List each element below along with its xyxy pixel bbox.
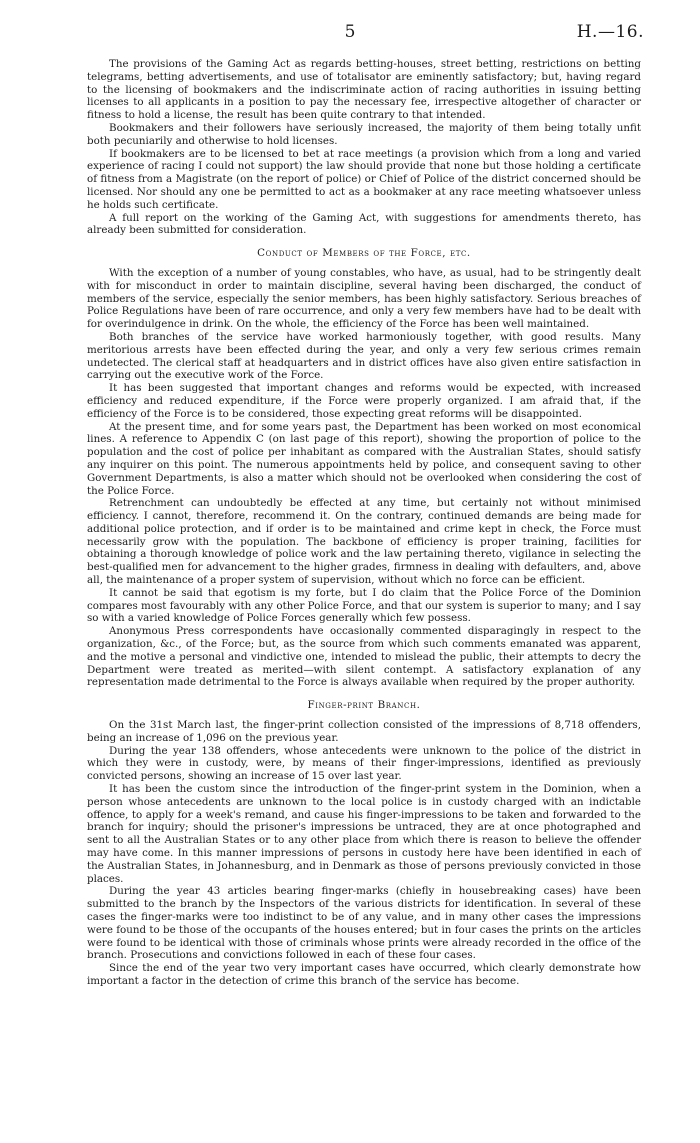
paragraph: On the 31st March last, the finger-print collection consisted of the impressions of 8,718 offenders, being an increase of 1,096 on the previous year. <box>87 719 641 744</box>
paragraph: A full report on the working of the Gaming Act, with suggestions for amendments thereto, has already been submitted for consideration. <box>87 211 641 237</box>
section-heading-conduct: Conduct of Members of the Force, etc. <box>257 247 471 260</box>
paragraph: During the year 138 offenders, whose antecedents were unknown to the police of the district in which they were in custody, were, by means of their finger-impressions, identified as previously convicted persons, showing an increase of 15 over last year. <box>87 744 641 783</box>
paragraph: Both branches of the service have worked harmoniously together, with good results. Many meritorious arrests have been effected during the year, and only a very few serious crimes remain undetected. The clerical staff at headquarters and in district offices have also given entire satisfaction in carrying out the executive work of the Force. <box>87 330 641 382</box>
paragraph: With the exception of a number of young constables, who have, as usual, had to be stringently dealt with for misconduct in order to maintain discipline, several having been discharged, the conduct of members of the service, especially the senior members, has been highly satisfactory. Serious breaches of Police Regulations have been of rare occurrence, and only a very few members have had to be dealt with for overindulgence in drink. On the whole, the efficiency of the Force has been well maintained. <box>87 266 641 331</box>
page-number: 5 <box>344 22 356 42</box>
paragraph: The provisions of the Gaming Act as regards betting-houses, street betting, restrictions on betting telegrams, betting advertisements, and use of totalisator are eminently satisfactory; but, having regard to the licensing of bookmakers and the indiscriminate action of racing authorities in issuing betting licenses to all applicants in a position to pay the necessary fee, irrespective altogether of character or fitness to hold a license, the result has been quite contrary to that intended. <box>87 58 641 122</box>
paragraph: Retrenchment can undoubtedly be effected at any time, but certainly not without minimised efficiency. I cannot, therefore, recommend it. On the contrary, continued demands are being made for additional police protection, and if order is to be maintained and crime kept in check, the Force must necessarily grow with the population. The backbone of efficiency is proper training, facilities for obtaining a thorough knowledge of police work and the law pertaining thereto, vigilance in selecting the best-qualified men for advancement to the higher grades, firmness in dealing with defaulters, and, above all, the maintenance of a proper system of supervision, without which no force can be efficient. <box>87 497 641 587</box>
paragraph: It has been suggested that important changes and reforms would be expected, with increased efficiency and reduced expenditure, if the Force were properly organized. I am afraid that, if the efficiency of the Force is to be considered, those expecting great reforms will be disappointed. <box>87 382 641 420</box>
paragraph: If bookmakers are to be licensed to bet at race meetings (a provision which from a long and varied experience of racing I could not support) the law should provide that none but those holding a certificate of fitness from a Magistrate (on the report of police) or Chief of Police of the district concerned should be licensed. Nor should any one be permitted to act as a bookmaker at any race meeting whatsoever unless he holds such certificate. <box>87 147 641 211</box>
paragraph: Bookmakers and their followers have seriously increased, the majority of them being totally unfit both pecuniarily and otherwise to hold licenses. <box>87 121 641 147</box>
paragraph: Since the end of the year two very important cases have occurred, which clearly demonstrate how important a factor in the detection of crime this branch of the service has become. <box>87 962 641 987</box>
paragraph: It cannot be said that egotism is my forte, but I do claim that the Police Force of the Dominion compares most favourably with any other Police Force, and that our system is superior to many; and I say so with a varied knowledge of Police Forces generally which few possess. <box>87 586 641 625</box>
paragraph: It has been the custom since the introduction of the finger-print system in the Dominion, when a person whose antecedents are unknown to the local police is in custody charged with an indictable offence, to apply for a week's remand, and cause his finger-impressions to be taken and forwarded to the branch for inquiry; should the prisoner's impressions be untraced, they are at once photographed and sent to all the Australian States or to any other place from which there is reason to believe the offender may have come. In this manner impressions of persons in custody here have been identified in each of the Australian States, in Johannesburg, and in Denmark as those of persons previously convicted in those places. <box>87 783 641 885</box>
document-reference: H.—16. <box>576 22 644 42</box>
paragraph: At the present time, and for some years past, the Department has been worked on most economical lines. A reference to Appendix C (on last page of this report), showing the proportion of police to the population and the cost of police per inhabitant as compared with the Australian States, should satisfy any inquirer on this point. The numerous appointments held by police, and consequent saving to other Government Departments, is also a matter which should not be overlooked when considering the cost of the Police Force. <box>87 420 641 497</box>
paragraph: During the year 43 articles bearing finger-marks (chiefly in housebreaking cases) have been submitted to the branch by the Inspectors of the various districts for identification. In several of these cases the finger-marks were too indistinct to be of any value, and in many other cases the impressions were found to be those of the occupants of the houses entered; but in four cases the prints on the articles were found to be identical with those of criminals whose prints were already recorded in the office of the branch. Prosecutions and convictions followed in each of these four cases. <box>87 885 641 962</box>
paragraph: Anonymous Press correspondents have occasionally commented disparagingly in respect to the organization, &c., of the Force; but, as the source from which such comments emanated was apparent, and the motive a personal and vindictive one, intended to mislead the public, their attempts to decry the Department were treated as merited—with silent contempt. A satisfactory explanation of any representation made detrimental to the Force is always available when required by the proper authority. <box>87 625 641 689</box>
section-heading-fingerprint: Finger-print Branch. <box>307 699 421 712</box>
report-body <box>87 58 641 988</box>
